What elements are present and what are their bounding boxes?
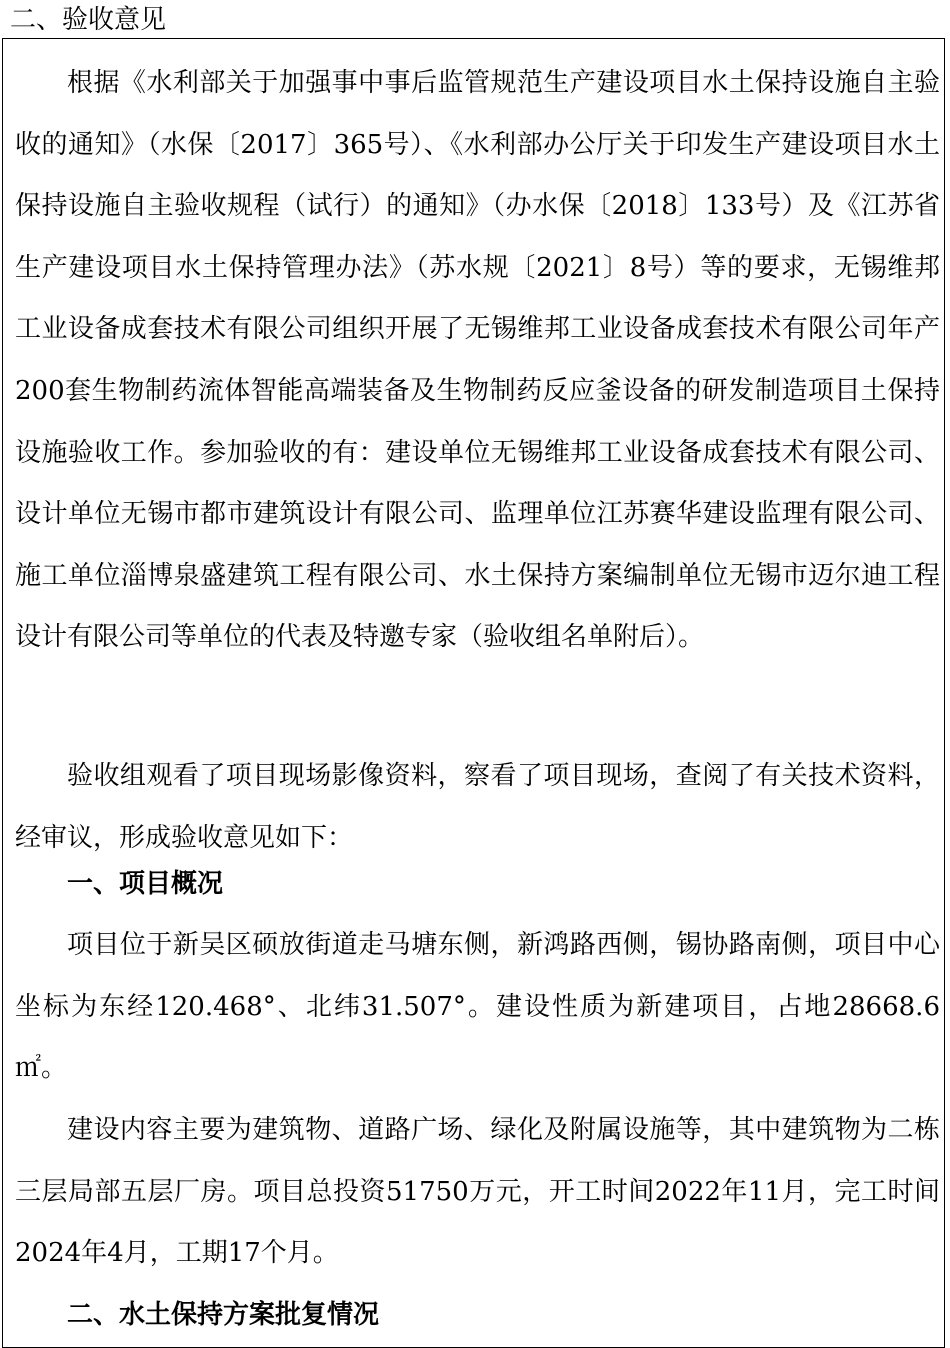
project-overview-heading: 一、项目概况 — [67, 869, 224, 899]
review-paragraph: 验收组观看了项目现场影像资料，察看了项目现场，查阅了有关技术资料，经审议，形成验收意见如下： — [15, 761, 940, 853]
section-heading: 二、验收意见 — [10, 5, 167, 35]
intro-paragraph: 根据《水利部关于加强事中事后监管规范生产建设项目水土保持设施自主验收的通知》（水保〔2017〕365号）、《水利部办公厅关于印发生产建设项目水土保持设施自主验收规程（试行）的通知》（办水保〔2018〕133号）及《江苏省生产建设项目水土保持管理办法》（苏水规〔2021〕8号）等的要求，无锡维邦工业设备成套技术有限公司组织开展了无锡维邦工业设备成套技术有限公司年产200套生物制药流体智能高端装备及生物制药反应釜设备的研发制造项目土保持设施验收工作。参加验收的有：建设单位无锡维邦工业设备成套技术有限公司、设计单位无锡市都市建筑设计有限公司、监理单位江苏赛华建设监理有限公司、施工单位淄博泉盛建筑工程有限公司、水土保持方案编制单位无锡市迈尔迪工程设计有限公司等单位的代表及特邀专家（验收组名单附后）。 — [15, 68, 940, 653]
construction-content-paragraph: 建设内容主要为建筑物、道路广场、绿化及附属设施等，其中建筑物为二栋三层局部五层厂房。项目总投资51750万元，开工时间2022年11月，完工时间2024年4月，工期17个月。 — [15, 1115, 940, 1269]
acceptance-opinion-box — [2, 38, 945, 1348]
project-location-paragraph: 项目位于新吴区硕放街道走马塘东侧，新鸿路西侧，锡协路南侧，项目中心坐标为东经120.468°、北纬31.507°。建设性质为新建项目，占地28668.6㎡。 — [15, 930, 940, 1084]
plan-approval-heading: 二、水土保持方案批复情况 — [67, 1300, 380, 1330]
